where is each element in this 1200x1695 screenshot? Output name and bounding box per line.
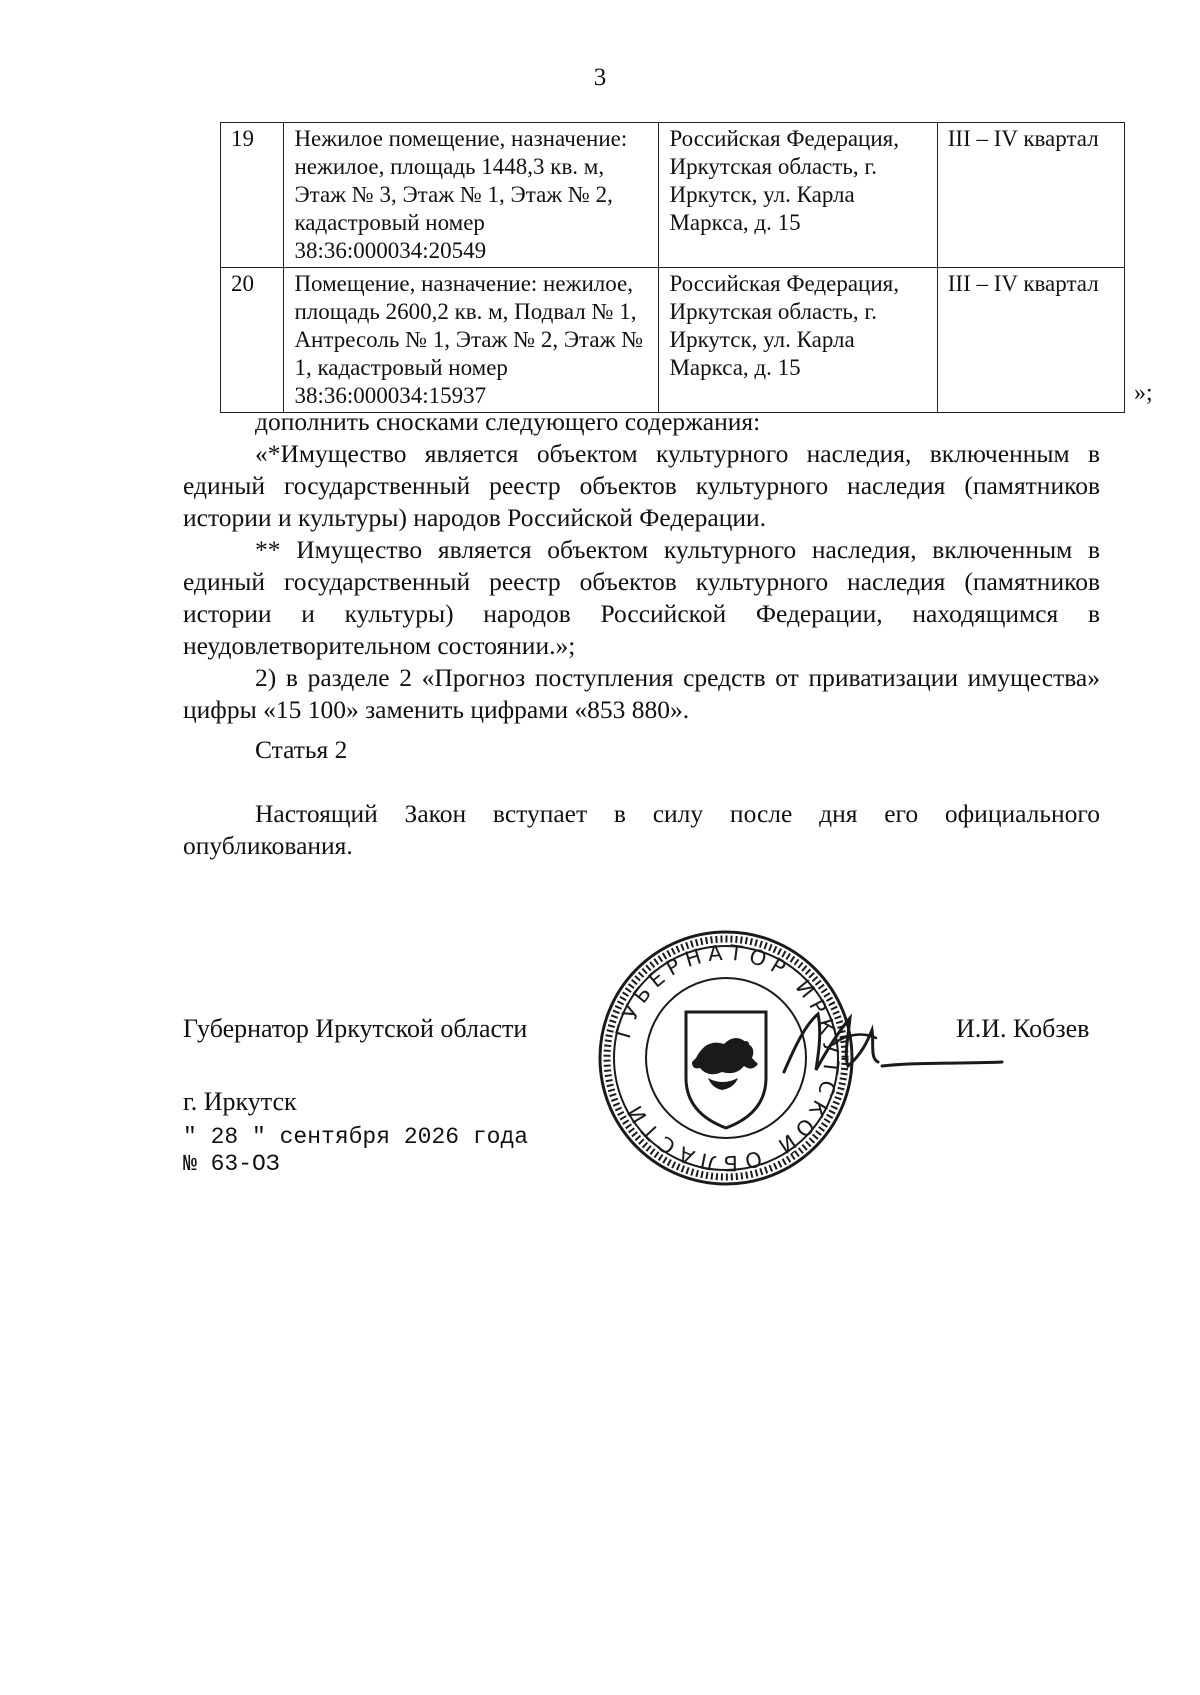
article-2-heading: Статья 2 [255,735,348,764]
law-number: № 63-ОЗ [183,1151,280,1177]
row-number: 20 [221,268,284,413]
footnote-2: ** Имущество является объектом культурного наследия, включенным в единый государственный реестр объектов культурного наследия (памятников истории и культуры) народов Российской Федерации, находящимся в неудовлетворительном состоянии.»; [183,535,1100,660]
property-description: Нежилое помещение, назначение: нежилое, площадь 1448,3 кв. м, Этаж № 3, Этаж № 1, Этаж № 2, кадастровый номер 38:36:000034:20549 [284,123,659,268]
page-number: 3 [593,64,607,91]
amendment-text [183,406,1100,726]
footnote-1: «*Имущество является объектом культурного наследия, включенным в единый государственный реестр объектов культурного наследия (памятников истории и культуры) народов Российской Федерации. [183,439,1100,532]
property-address: Российская Федерация, Иркутская область, г. Иркутск, ул. Карла Маркса, д. 15 [659,123,937,268]
item-2: 2) в разделе 2 «Прогноз поступления средств от приватизации имущества» цифры «15 100» заменить цифрами «853 880». [183,663,1100,724]
signatory-name: И.И. Кобзев [956,1014,1090,1043]
table-closing-quote: »; [1134,380,1153,406]
privatization-term: III – IV квартал [937,268,1124,413]
table-row [221,268,1125,413]
signatory-position: Губернатор Иркутской области [183,1014,528,1043]
privatization-term: III – IV квартал [937,123,1124,268]
article-2-text: Настоящий Закон вступает в силу после дня его официального опубликования. [183,799,1100,860]
handwritten-signature-icon [778,1004,1008,1084]
signing-date: " 28 " сентября 2026 года [183,1124,529,1150]
property-description: Помещение, назначение: нежилое, площадь 2600,2 кв. м, Подвал № 1, Антресоль № 1, Этаж № 2, Этаж № 1, кадастровый номер 38:36:000034:15937 [284,268,659,413]
property-address: Российская Федерация, Иркутская область, г. Иркутск, ул. Карла Маркса, д. 15 [659,268,937,413]
seal-text: ГУБЕРНАТОР ИРКУТСКОЙ ОБЛАСТИ [611,940,844,1176]
table-row [221,123,1125,268]
row-number: 19 [221,123,284,268]
footnotes-intro: дополнить сносками следующего содержания: [255,407,761,436]
city: г. Иркутск [183,1087,297,1116]
property-table [220,122,1125,413]
property-table-body [221,123,1125,413]
